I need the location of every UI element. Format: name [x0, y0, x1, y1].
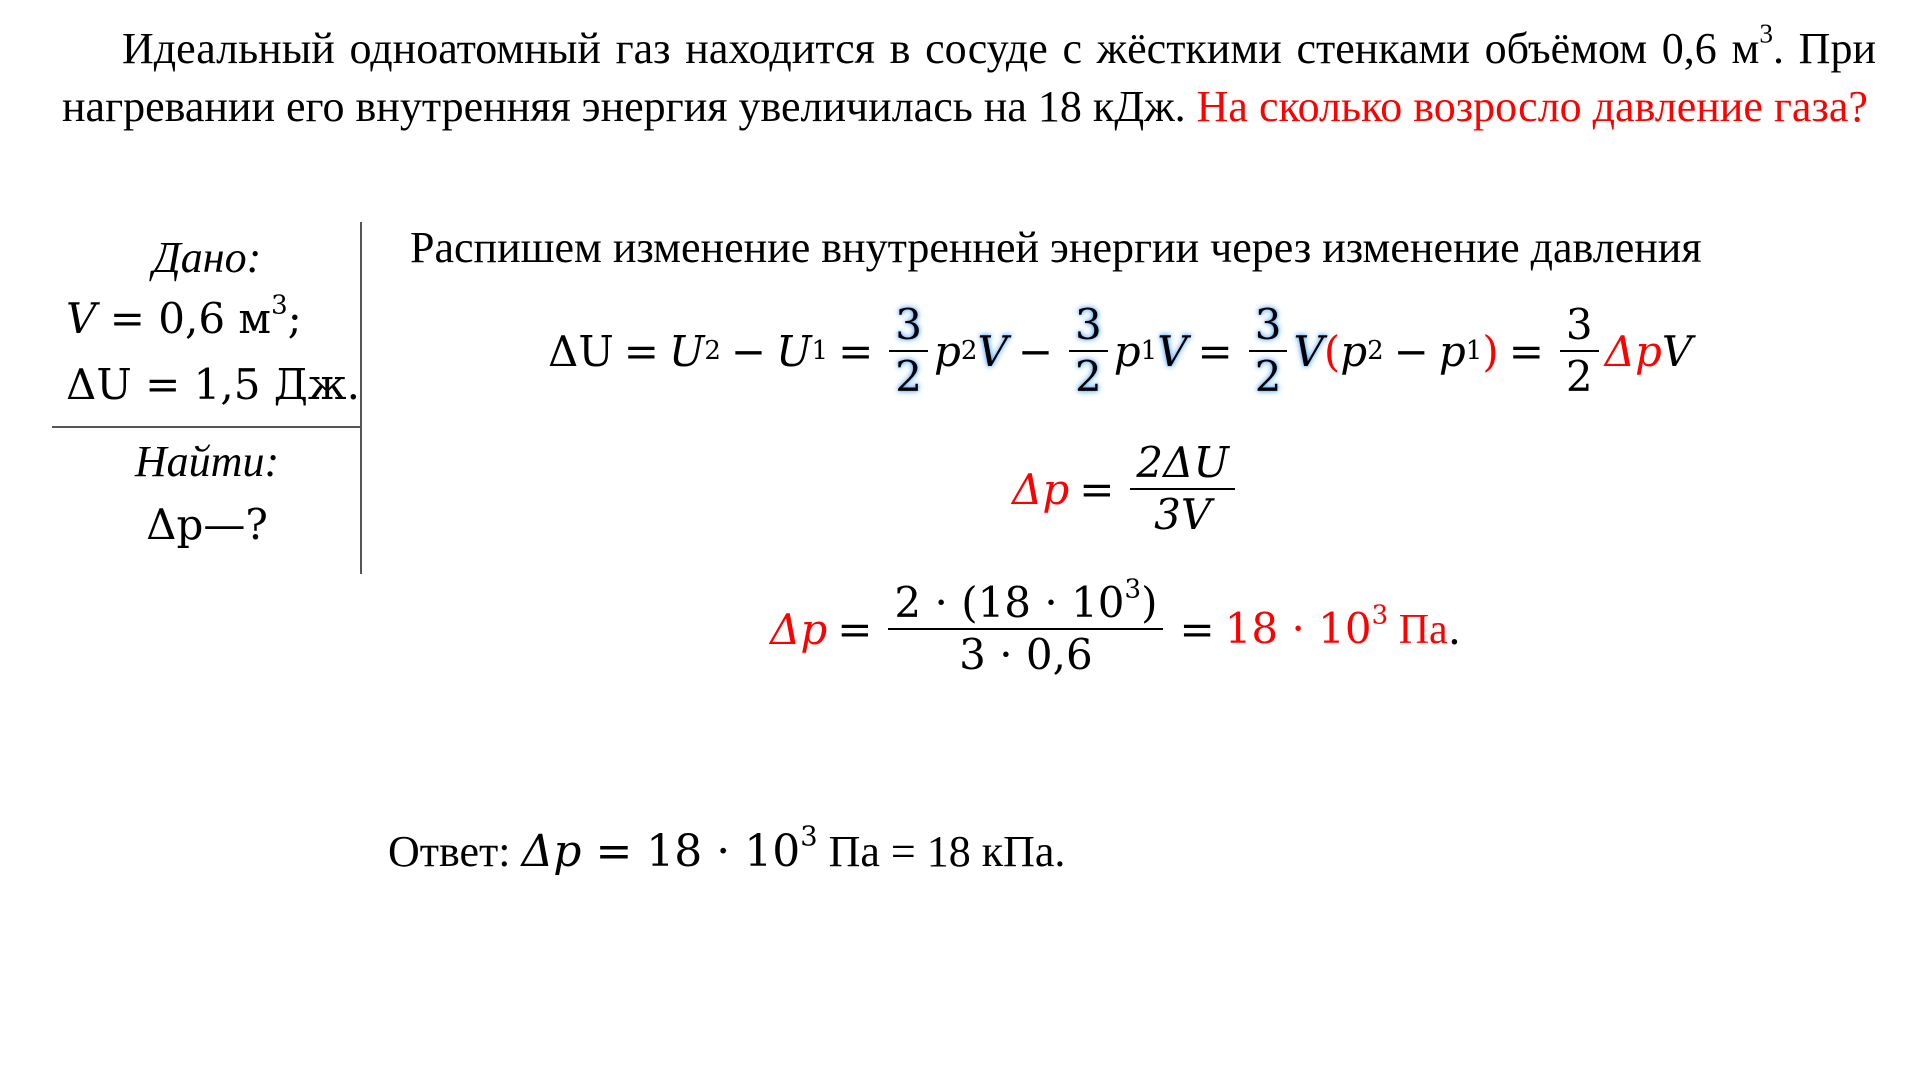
eq1-lparen: ( — [1323, 326, 1341, 376]
eq2-lhs: Δp — [1012, 464, 1070, 514]
find-title: Найти: — [134, 437, 280, 486]
eq3-equals-2: = — [1179, 604, 1215, 654]
eq3-lhs: Δp — [770, 604, 828, 654]
eq3-result-unit: Па — [1388, 607, 1448, 653]
eq1-frac4-num: 3 — [1565, 300, 1593, 349]
eq1-frac3-den: 2 — [1254, 352, 1282, 401]
answer-mid: = 18 · 10 — [581, 826, 801, 877]
equation-internal-energy: ΔU = U 2 − U 1 = $\frac{3}{2}$ p 2 V − $\frac{3}{2}$ p 1 V = $\frac{3}{2}$ V ( p 2 − p 1 ) = $\frac{3}{2}$ Δp V — [548, 300, 1693, 401]
eq1-frac2-num: 3 — [1075, 300, 1102, 349]
eq3-equals-1: = — [837, 604, 873, 654]
eq1-frac2-den: 2 — [1075, 352, 1102, 401]
answer-exp: 3 — [800, 821, 818, 853]
eq1-dp: Δp — [1604, 326, 1662, 376]
given-volume-exponent: 3 — [271, 290, 288, 321]
eq1-minus-1: − — [730, 326, 767, 376]
eq1-p2: p — [934, 326, 961, 376]
eq1-minus-2: − — [1017, 326, 1054, 376]
eq2-den: 3V — [1154, 490, 1212, 539]
eq1-frac3-num: 3 — [1254, 300, 1282, 349]
problem-text-2: . При нагревании его внутренняя энергия увеличилась на 18 кДж. — [62, 24, 1876, 131]
eq1-p1: p — [1113, 326, 1141, 376]
eq1-equals-3: = — [1197, 326, 1233, 376]
eq3-num — [888, 574, 1163, 628]
find-target: Δp—? — [146, 500, 268, 549]
eq1-v-4: V — [1661, 326, 1693, 376]
given-horizontal-divider — [52, 426, 362, 428]
eq1-equals-2: = — [838, 326, 874, 376]
eq1-lhs: ΔU — [548, 326, 614, 376]
eq1-frac4-den: 2 — [1565, 352, 1593, 401]
given-volume-value: = 0,6 м — [109, 294, 272, 343]
given-energy-value: = 1,5 Дж. — [145, 360, 360, 409]
eq3-result-a: 18 · 10 — [1224, 604, 1372, 653]
eq1-u1: U — [776, 326, 812, 376]
eq1-minus-3: − — [1393, 326, 1429, 376]
given-title: Дано: — [152, 233, 262, 282]
eq1-frac1-num: 3 — [895, 300, 923, 349]
eq1-v-2: V — [1157, 326, 1188, 376]
problem-question: На сколько возросло давление газа? — [1196, 82, 1868, 131]
eq3-num-b: ) — [1141, 578, 1158, 627]
eq3-period: . — [1447, 604, 1462, 654]
answer-line — [388, 821, 1066, 877]
problem-statement — [62, 20, 1876, 136]
eq1-fraction-4 — [1560, 300, 1599, 402]
eq1-p1b: p — [1438, 326, 1466, 376]
eq1-frac1-den: 2 — [895, 352, 923, 401]
eq3-den: 3 · 0,6 — [959, 630, 1093, 679]
eq1-v-3: V — [1293, 326, 1324, 376]
given-volume — [66, 290, 302, 343]
eq1-p2b: p — [1340, 326, 1368, 376]
eq3-num-exp: 3 — [1124, 574, 1142, 605]
eq1-equals-1: = — [623, 326, 659, 376]
given-energy-symbol: ΔU — [66, 360, 132, 409]
eq1-fraction-1 — [889, 300, 928, 402]
eq2-num: 2ΔU — [1136, 438, 1229, 487]
problem-text: Идеальный одноатомный газ находится в сосуде с жёсткими стенками объёмом 0,6 м — [122, 24, 1760, 73]
eq1-u2: U — [668, 326, 705, 376]
eq1-fraction-2 — [1069, 300, 1108, 402]
given-vertical-divider — [360, 222, 362, 574]
answer-lhs: Δp — [521, 826, 582, 877]
equation-delta-p-formula — [1012, 438, 1241, 540]
given-volume-end: ; — [287, 294, 302, 343]
eq2-fraction — [1130, 438, 1234, 540]
eq1-v-1: V — [977, 326, 1008, 376]
equation-delta-p-numeric — [770, 574, 1462, 680]
answer-label: Ответ: — [388, 827, 522, 876]
answer-rest: Па = 18 кПа. — [817, 827, 1066, 876]
eq3-result — [1224, 600, 1448, 654]
eq1-fraction-3 — [1249, 300, 1288, 402]
problem-exponent: 3 — [1759, 18, 1773, 49]
eq1-rparen: ) — [1482, 326, 1499, 376]
eq2-equals: = — [1079, 464, 1115, 514]
given-volume-symbol: V — [66, 294, 97, 343]
given-find-box — [52, 222, 362, 574]
eq3-fraction — [888, 574, 1163, 680]
eq3-result-exp: 3 — [1371, 600, 1389, 631]
given-energy — [66, 360, 360, 409]
eq1-equals-4: = — [1508, 326, 1544, 376]
eq3-num-a: 2 · (18 · 10 — [894, 578, 1125, 627]
solution-intro: Распишем изменение внутренней энергии через изменение давления — [410, 223, 1702, 272]
